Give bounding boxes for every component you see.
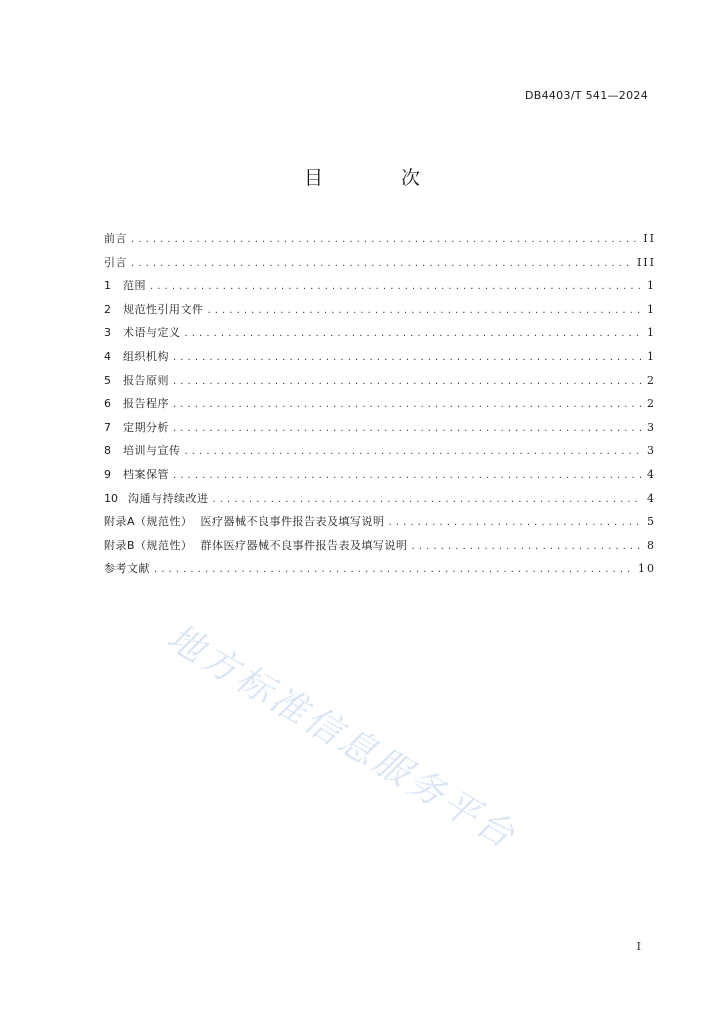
toc-leader-dots <box>412 535 641 558</box>
toc-entry-page: 3 <box>647 420 656 434</box>
toc-entry[interactable] <box>104 274 656 298</box>
toc-leader-dots <box>173 464 641 487</box>
toc-entry[interactable] <box>104 369 656 393</box>
page-number: I <box>636 940 641 953</box>
toc-entry[interactable] <box>104 392 656 416</box>
toc-entry-label: 报告原则 <box>123 373 169 387</box>
toc-entry-page: 4 <box>647 491 656 505</box>
toc-entry-page: 5 <box>647 515 656 529</box>
toc-entry-page: 1 <box>647 326 656 340</box>
toc-entry-label: 附录B（规范性） 群体医疗器械不良事件报告表及填写说明 <box>104 538 408 552</box>
toc-entry-appendix[interactable] <box>104 510 656 534</box>
toc-entry-number: 4 <box>104 349 111 363</box>
toc-entry-appendix[interactable] <box>104 534 656 558</box>
toc-entry-number: 2 <box>104 302 111 316</box>
toc-entry-page: II <box>643 232 656 245</box>
document-code: DB4403/T 541—2024 <box>524 89 648 102</box>
toc-leader-dots <box>131 228 637 251</box>
toc-entry-page: 8 <box>647 538 656 552</box>
toc-entry[interactable] <box>104 416 656 440</box>
toc-leader-dots <box>150 275 641 298</box>
toc-entry-number: 8 <box>104 444 111 458</box>
toc-leader-dots <box>185 440 642 463</box>
toc-entry-page: 1 <box>647 349 656 363</box>
toc-entry-number: 9 <box>104 467 111 481</box>
toc-entry-page: III <box>636 255 656 269</box>
toc-entry-page: 2 <box>647 373 656 387</box>
toc-entry-label: 培训与宣传 <box>123 444 181 458</box>
toc-entry-label: 规范性引用文件 <box>123 302 204 316</box>
toc-leader-dots <box>185 322 642 345</box>
toc-entry-number: 10 <box>104 491 118 505</box>
toc-entry-page: 3 <box>647 444 656 458</box>
toc-entry[interactable] <box>104 439 656 463</box>
toc-leader-dots <box>173 370 641 393</box>
toc-leader-dots <box>131 252 631 275</box>
toc-entry-page: 2 <box>647 397 656 411</box>
toc-entry[interactable] <box>104 251 656 275</box>
toc-entry-number: 1 <box>104 279 111 293</box>
toc-entry-page: 1 <box>647 302 656 316</box>
watermark-text: 地方标准信息服务平台 <box>159 616 524 859</box>
toc-entry[interactable] <box>104 487 656 511</box>
toc-entry-label: 参考文献 <box>104 562 150 576</box>
toc-leader-dots <box>208 299 642 322</box>
toc-entry-label: 报告程序 <box>123 397 169 411</box>
toc-entry-label: 档案保管 <box>123 467 169 481</box>
toc-entry[interactable] <box>104 298 656 322</box>
toc-title: 目 次 <box>303 167 457 189</box>
table-of-contents <box>104 227 656 581</box>
toc-entry-label: 附录A（规范性） 医疗器械不良事件报告表及填写说明 <box>104 515 385 529</box>
toc-entry-number: 7 <box>104 420 111 434</box>
toc-entry-number: 6 <box>104 397 111 411</box>
toc-leader-dots <box>173 393 641 416</box>
toc-entry[interactable] <box>104 345 656 369</box>
toc-entry-page: 1 <box>647 279 656 293</box>
toc-entry-page: 10 <box>638 562 656 576</box>
toc-entry-number: 3 <box>104 326 111 340</box>
toc-leader-dots <box>213 488 642 511</box>
toc-leader-dots <box>173 346 641 369</box>
toc-entry-label: 术语与定义 <box>123 326 181 340</box>
toc-entry-label: 前言 <box>104 232 127 245</box>
toc-entry[interactable] <box>104 321 656 345</box>
toc-entry[interactable] <box>104 557 656 581</box>
toc-leader-dots <box>389 511 641 534</box>
toc-entry-number: 5 <box>104 373 111 387</box>
toc-leader-dots <box>154 558 632 581</box>
toc-entry[interactable] <box>104 463 656 487</box>
toc-entry-page: 4 <box>647 467 656 481</box>
toc-entry-label: 范围 <box>123 279 146 293</box>
toc-entry-label: 沟通与持续改进 <box>128 491 209 505</box>
toc-leader-dots <box>173 417 641 440</box>
toc-entry[interactable] <box>104 227 656 251</box>
toc-entry-label: 组织机构 <box>123 349 169 363</box>
toc-entry-label: 引言 <box>104 255 127 269</box>
toc-entry-label: 定期分析 <box>123 420 169 434</box>
